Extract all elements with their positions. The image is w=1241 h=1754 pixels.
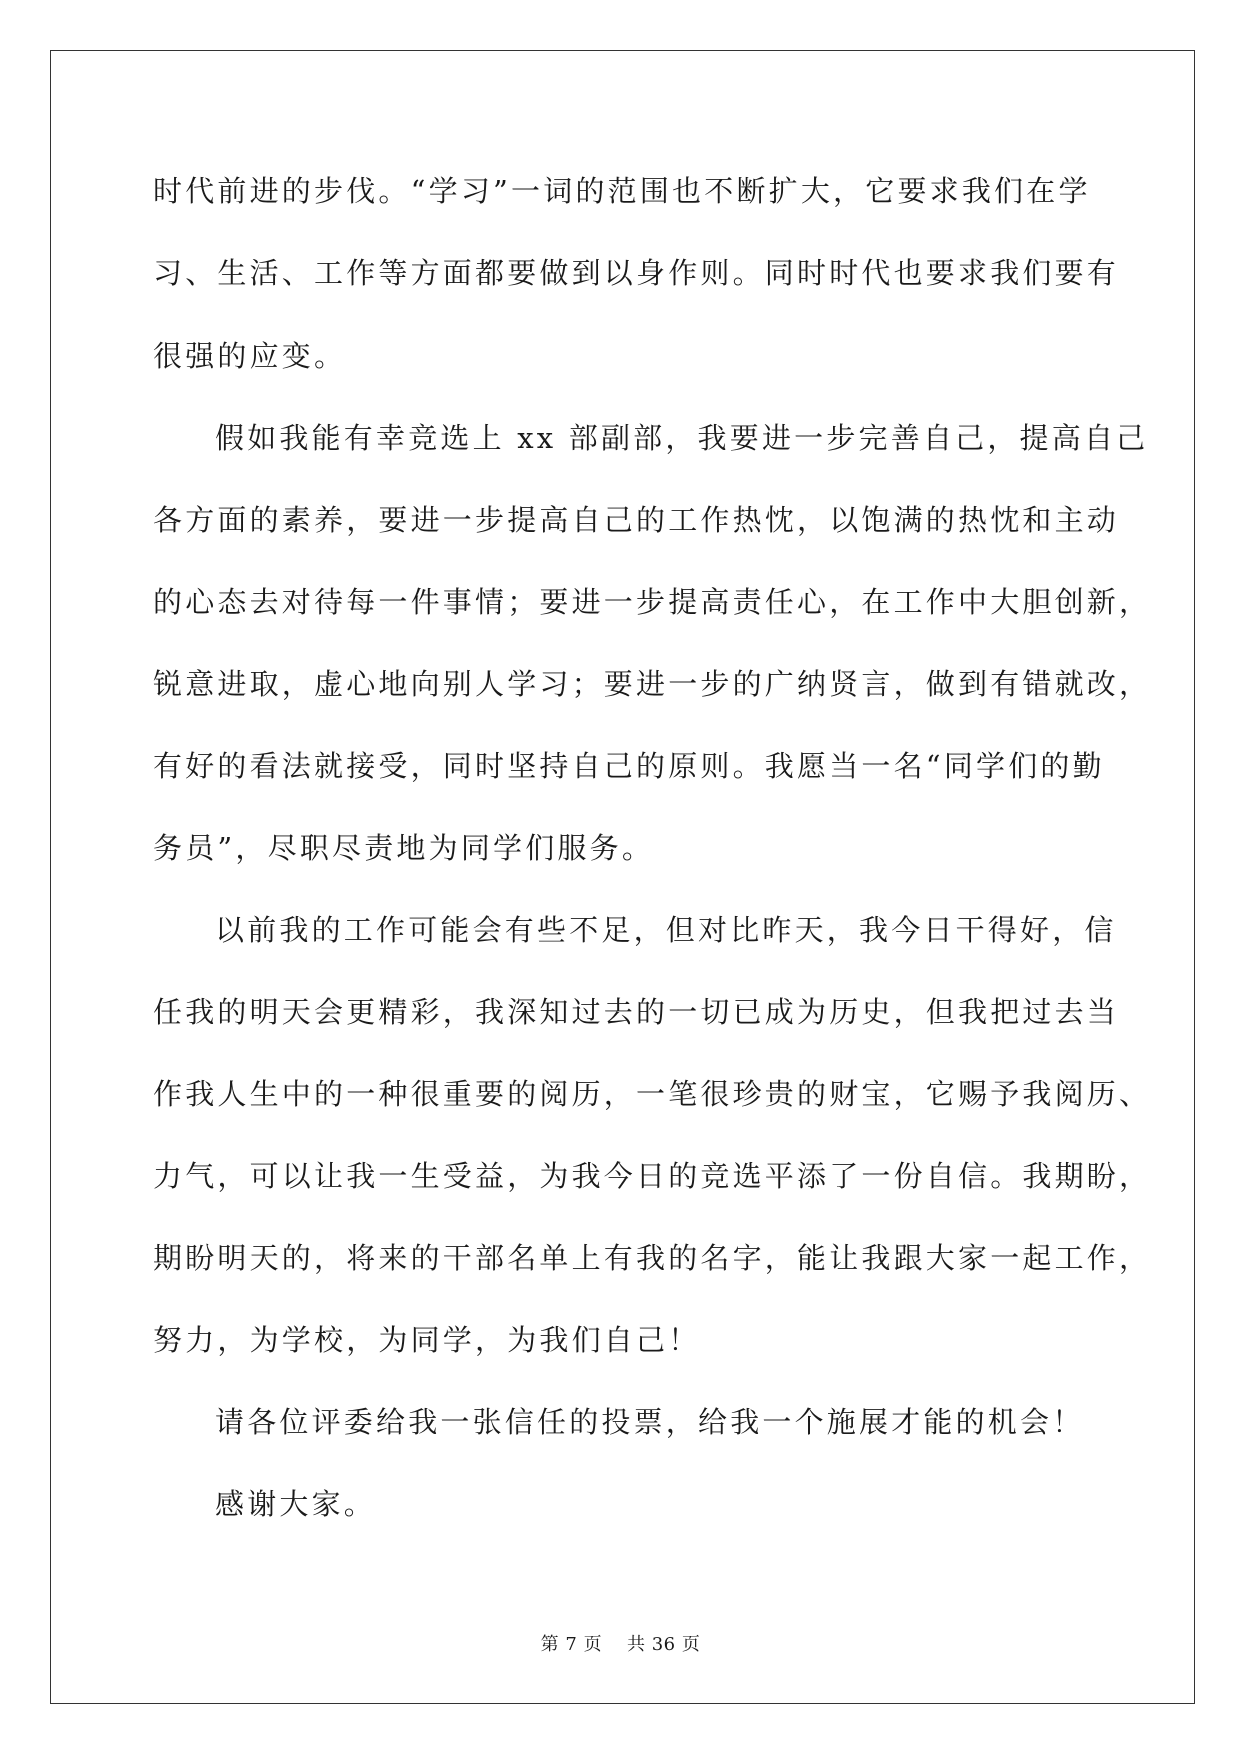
text-line: 努力，为学校，为同学，为我们自己！	[153, 1323, 701, 1357]
paragraph-start-line: 请各位评委给我一张信任的投票，给我一个施展才能的机会！	[215, 1405, 1085, 1439]
page-border	[50, 50, 1195, 1704]
total-pages-label: 共 36 页	[626, 1634, 701, 1655]
page-number-footer	[0, 1634, 1241, 1656]
text-line: 务员”，尽职尽责地为同学们服务。	[153, 831, 655, 865]
text-line: 习、生活、工作等方面都要做到以身作则。同时时代也要求我们要有	[153, 256, 1120, 290]
current-page-label: 第 7 页	[540, 1634, 603, 1655]
paragraph-start-line: 感谢大家。	[215, 1487, 377, 1521]
text-line: 的心态去对待每一件事情；要进一步提高责任心，在工作中大胆创新，	[153, 585, 1152, 619]
text-line: 作我人生中的一种很重要的阅历，一笔很珍贵的财宝，它赐予我阅历、	[153, 1077, 1152, 1111]
text-line: 期盼明天的，将来的干部名单上有我的名字，能让我跟大家一起工作，	[153, 1241, 1152, 1275]
text-line: 很强的应变。	[153, 339, 347, 373]
paragraph-start-line: 以前我的工作可能会有些不足，但对比昨天，我今日干得好，信	[215, 913, 1117, 947]
text-line: 各方面的素养，要进一步提高自己的工作热忱，以饱满的热忱和主动	[153, 503, 1120, 537]
text-line: 锐意进取，虚心地向别人学习；要进一步的广纳贤言，做到有错就改，	[153, 667, 1152, 701]
text-line: 任我的明天会更精彩，我深知过去的一切已成为历史，但我把过去当	[153, 995, 1120, 1029]
paragraph-start-line: 假如我能有幸竞选上 xx 部副部，我要进一步完善自己，提高自己	[215, 421, 1149, 455]
text-line: 时代前进的步伐。“学习”一词的范围也不断扩大，它要求我们在学	[153, 174, 1091, 208]
text-line: 力气，可以让我一生受益，为我今日的竞选平添了一份自信。我期盼，	[153, 1159, 1152, 1193]
text-line: 有好的看法就接受，同时坚持自己的原则。我愿当一名“同学们的勤	[153, 749, 1105, 783]
